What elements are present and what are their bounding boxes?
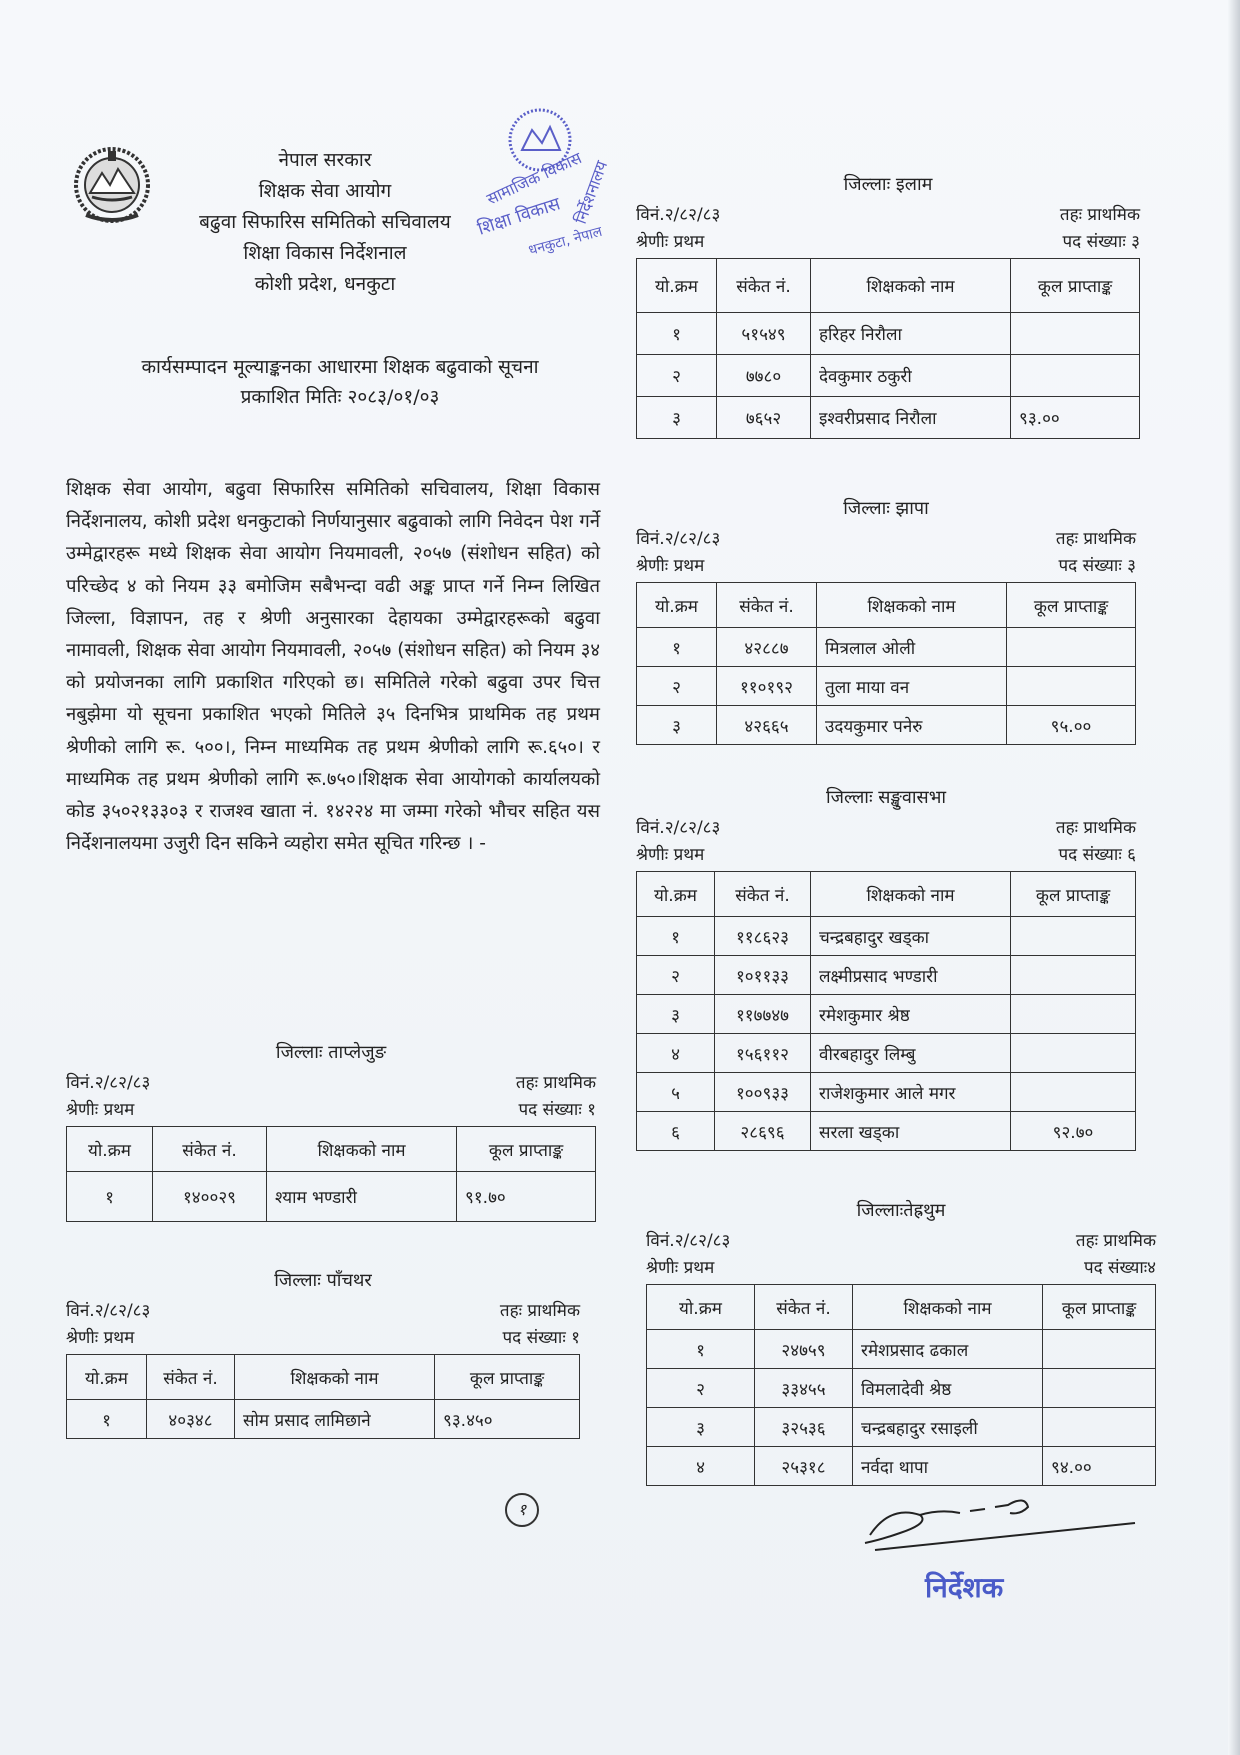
table-row [67, 1400, 580, 1439]
letterhead-line-directorate: शिक्षा विकास निर्देशनाल [243, 242, 407, 264]
district-name: जिल्लाः पाँचथर [274, 1270, 372, 1291]
cell-total-marks [1011, 917, 1136, 956]
table-row [637, 397, 1140, 439]
cell-serial: १ [637, 628, 717, 667]
cell-total-marks [1011, 1073, 1136, 1112]
header-serial: यो.क्रम [647, 1285, 755, 1330]
candidate-table [636, 258, 1140, 439]
cell-teacher-name: वीरबहादुर लिम्बु [811, 1034, 1011, 1073]
letterhead-line-commission: शिक्षक सेवा आयोग [258, 180, 392, 202]
cell-total-marks [1043, 1330, 1156, 1369]
table-header-row [637, 872, 1136, 917]
header-total-marks: कूल प्राप्ताङ्क [1011, 259, 1140, 313]
cell-teacher-name: लक्ष्मीप्रसाद भण्डारी [811, 956, 1011, 995]
advertisement-number: विनं.२/८२/८३ [636, 205, 721, 225]
table-row [637, 995, 1136, 1034]
header-teacher-name: शिक्षकको नाम [853, 1285, 1043, 1330]
level: तहः प्राथमिक [499, 1301, 580, 1321]
header-total-marks: कूल प्राप्ताङ्क [435, 1355, 580, 1400]
cell-symbol-number: ७७८० [717, 355, 811, 397]
cell-symbol-number: २४७५९ [755, 1330, 853, 1369]
table-header-row [647, 1285, 1156, 1330]
cell-symbol-number: ३३४५५ [755, 1369, 853, 1408]
header-symbol-number: संकेत नं. [755, 1285, 853, 1330]
table-row [637, 667, 1136, 706]
district-name: जिल्लाःतेह्रथुम [856, 1200, 946, 1221]
scan-edge-shadow [1228, 0, 1240, 1755]
advertisement-number: विनं.२/८२/८३ [636, 529, 721, 549]
cell-total-marks: ९५.०० [1007, 706, 1136, 745]
header-total-marks: कूल प्राप्ताङ्क [457, 1127, 596, 1172]
cell-teacher-name: चन्द्रबहादुर खड्का [811, 917, 1011, 956]
letterhead [175, 145, 475, 300]
post-count: पद संख्याः १ [502, 1328, 580, 1348]
district-block-sankhuwasabha [636, 785, 1136, 1151]
header-total-marks: कूल प्राप्ताङ्क [1043, 1285, 1156, 1330]
cell-symbol-number: ५१५४९ [717, 313, 811, 355]
header-teacher-name: शिक्षकको नाम [811, 872, 1011, 917]
cell-total-marks [1011, 355, 1140, 397]
cell-teacher-name: हरिहर निरौला [811, 313, 1011, 355]
header-teacher-name: शिक्षकको नाम [817, 583, 1007, 628]
page-number: १ [505, 1493, 539, 1527]
cell-serial: १ [647, 1330, 755, 1369]
cell-total-marks [1007, 667, 1136, 706]
cell-teacher-name: मित्रलाल ओली [817, 628, 1007, 667]
cell-total-marks: ९१.७० [457, 1172, 596, 1222]
table-row [647, 1408, 1156, 1447]
cell-total-marks: ९३.०० [1011, 397, 1140, 439]
office-seal-stamp-icon [470, 95, 640, 265]
header-teacher-name: शिक्षकको नाम [267, 1127, 457, 1172]
cell-serial: ४ [647, 1447, 755, 1486]
grade: श्रेणीः प्रथम [646, 1258, 715, 1278]
cell-serial: ४ [637, 1034, 715, 1073]
post-count: पद संख्याः १ [518, 1100, 596, 1120]
cell-serial: २ [637, 355, 717, 397]
table-header-row [67, 1127, 596, 1172]
header-serial: यो.क्रम [67, 1127, 153, 1172]
table-row [637, 1073, 1136, 1112]
cell-serial: ३ [637, 995, 715, 1034]
cell-teacher-name: नर्वदा थापा [853, 1447, 1043, 1486]
post-count: पद संख्याः४ [1083, 1258, 1156, 1278]
advertisement-number: विनं.२/८२/८३ [646, 1231, 731, 1251]
letterhead-line-secretariat: बढुवा सिफारिस समितिको सचिवालय [199, 211, 451, 233]
cell-total-marks [1011, 995, 1136, 1034]
cell-total-marks: ९४.०० [1043, 1447, 1156, 1486]
cell-symbol-number: १००९३३ [715, 1073, 811, 1112]
candidate-table [636, 871, 1136, 1151]
level: तहः प्राथमिक [1055, 529, 1136, 549]
post-count: पद संख्याः ३ [1062, 232, 1140, 252]
table-header-row [637, 259, 1140, 313]
post-count: पद संख्याः ६ [1058, 845, 1136, 865]
table-row [637, 1034, 1136, 1073]
district-block-taplejung [66, 1040, 596, 1222]
signature-title: निर्देशक [925, 1571, 1004, 1604]
cell-teacher-name: इश्वरीप्रसाद निरौला [811, 397, 1011, 439]
district-name: जिल्लाः झापा [843, 498, 929, 519]
cell-symbol-number: ४२८८७ [717, 628, 817, 667]
grade: श्रेणीः प्रथम [66, 1100, 135, 1120]
cell-teacher-name: राजेशकुमार आले मगर [811, 1073, 1011, 1112]
header-symbol-number: संकेत नं. [717, 583, 817, 628]
candidate-table [66, 1126, 596, 1222]
table-row [637, 956, 1136, 995]
letterhead-line-government: नेपाल सरकार [278, 149, 372, 171]
cell-serial: १ [67, 1400, 147, 1439]
post-count: पद संख्याः ३ [1058, 556, 1136, 576]
district-block-terhathum [646, 1198, 1156, 1486]
table-row [637, 313, 1140, 355]
level: तहः प्राथमिक [1059, 205, 1140, 225]
cell-serial: २ [637, 956, 715, 995]
cell-total-marks [1007, 628, 1136, 667]
table-row [647, 1447, 1156, 1486]
cell-total-marks [1011, 1034, 1136, 1073]
candidate-table [66, 1354, 580, 1439]
header-teacher-name: शिक्षकको नाम [235, 1355, 435, 1400]
header-total-marks: कूल प्राप्ताङ्क [1007, 583, 1136, 628]
header-symbol-number: संकेत नं. [715, 872, 811, 917]
grade: श्रेणीः प्रथम [636, 556, 705, 576]
candidate-table [646, 1284, 1156, 1486]
letterhead-line-address: कोशी प्रदेश, धनकुटा [254, 273, 396, 295]
cell-symbol-number: ४०३४८ [147, 1400, 235, 1439]
table-row [637, 355, 1140, 397]
cell-total-marks [1043, 1369, 1156, 1408]
header-serial: यो.क्रम [637, 583, 717, 628]
cell-teacher-name: रमेशप्रसाद ढकाल [853, 1330, 1043, 1369]
cell-total-marks [1011, 956, 1136, 995]
level: तहः प्राथमिक [515, 1073, 596, 1093]
cell-serial: ३ [637, 397, 717, 439]
district-block-jhapa [636, 496, 1136, 745]
table-row [647, 1369, 1156, 1408]
district-name: जिल्लाः इलाम [843, 174, 933, 195]
notice-title [60, 352, 620, 412]
cell-teacher-name: सोम प्रसाद लामिछाने [235, 1400, 435, 1439]
cell-teacher-name: देवकुमार ठकुरी [811, 355, 1011, 397]
district-block-ilam [636, 172, 1140, 439]
cell-symbol-number: २५३१८ [755, 1447, 853, 1486]
header-symbol-number: संकेत नं. [147, 1355, 235, 1400]
cell-symbol-number: १५६११२ [715, 1034, 811, 1073]
cell-total-marks: ९२.७० [1011, 1112, 1136, 1151]
grade: श्रेणीः प्रथम [636, 845, 705, 865]
cell-serial: २ [647, 1369, 755, 1408]
level: तहः प्राथमिक [1055, 818, 1136, 838]
table-row [637, 706, 1136, 745]
notice-body: शिक्षक सेवा आयोग, बढुवा सिफारिस समितिको सचिवालय, शिक्षा विकास निर्देशनालय, कोशी प्रदेश धनकुटाको निर्णयानुसार बढुवाको लागि निवेदन पेश गर्ने उम्मेद्वारहरू मध्ये शिक्षक सेवा आयोग नियमावली, २०५७ (संशोधन सहित) को परिच्छेद ४ को नियम ३३ बमोजिम सबैभन्दा वढी अङ्क प्राप्त गर्ने निम्न लिखित जिल्ला, विज्ञापन, तह र श्रेणी अनुसारका देहायका उम्मेद्वारहरूको बढुवा नामावली, शिक्षक सेवा आयोग नियमावली, २०५७ (संशोधन सहित) को नियम ३४ को प्रयोजनका लागि प्रकाशित गरिएको छ। समितिले गरेको बढुवा उपर चित्त नबुझेमा यो सूचना प्रकाशित भएको मितिले ३५ दिनभित्र प्राथमिक तह प्रथम श्रेणीको लागि रू. ५००।, निम्न माध्यमिक तह प्रथम श्रेणीको लागि रू.६५०। र माध्यमिक तह प्रथम श्रेणीको लागि रू.७५०।शिक्षक सेवा आयोगको कार्यालयको कोड ३५०२१३३०३ र राजश्व खाता नं. १४२२४ मा जम्मा गरेको भौचर सहित यस निर्देशनालयमा उजुरी दिन सकिने व्यहोरा समेत सूचित गरिन्छ । - [66, 479, 600, 855]
cell-total-marks [1043, 1408, 1156, 1447]
cell-serial: ६ [637, 1112, 715, 1151]
cell-teacher-name: श्याम भण्डारी [267, 1172, 457, 1222]
cell-symbol-number: १०११३३ [715, 956, 811, 995]
notice-heading: कार्यसम्पादन मूल्याङ्कनका आधारमा शिक्षक बढुवाको सूचना [141, 356, 539, 378]
cell-serial: १ [637, 917, 715, 956]
advertisement-number: विनं.२/८२/८३ [66, 1301, 151, 1321]
cell-symbol-number: ३२५३६ [755, 1408, 853, 1447]
table-row [67, 1172, 596, 1222]
cell-symbol-number: २८६९६ [715, 1112, 811, 1151]
header-serial: यो.क्रम [637, 872, 715, 917]
header-total-marks: कूल प्राप्ताङ्क [1011, 872, 1136, 917]
cell-serial: १ [637, 313, 717, 355]
cell-total-marks: ९३.४५० [435, 1400, 580, 1439]
table-header-row [67, 1355, 580, 1400]
svg-text:शिक्षा विकास: शिक्षा विकास [475, 193, 563, 240]
nepal-government-emblem-icon [72, 145, 152, 225]
cell-serial: ३ [647, 1408, 755, 1447]
svg-text:सामाजिक विकास: सामाजिक विकास [483, 148, 585, 209]
grade: श्रेणीः प्रथम [66, 1328, 135, 1348]
cell-symbol-number: ११८६२३ [715, 917, 811, 956]
cell-total-marks [1011, 313, 1140, 355]
cell-symbol-number: १४००२९ [153, 1172, 267, 1222]
header-serial: यो.क्रम [67, 1355, 147, 1400]
table-row [637, 917, 1136, 956]
header-serial: यो.क्रम [637, 259, 717, 313]
header-teacher-name: शिक्षकको नाम [811, 259, 1011, 313]
svg-text:धनकुटा, नेपाल: धनकुटा, नेपाल [526, 223, 605, 259]
cell-serial: ५ [637, 1073, 715, 1112]
cell-symbol-number: ४२६६५ [717, 706, 817, 745]
cell-symbol-number: ११०१९२ [717, 667, 817, 706]
table-row [637, 628, 1136, 667]
cell-teacher-name: चन्द्रबहादुर रसाइली [853, 1408, 1043, 1447]
cell-serial: ३ [637, 706, 717, 745]
cell-teacher-name: तुला माया वन [817, 667, 1007, 706]
cell-symbol-number: ११७७४७ [715, 995, 811, 1034]
cell-serial: १ [67, 1172, 153, 1222]
cell-teacher-name: सरला खड्का [811, 1112, 1011, 1151]
cell-symbol-number: ७६५२ [717, 397, 811, 439]
candidate-table [636, 582, 1136, 745]
district-name: जिल्लाः ताप्लेजुङ [275, 1042, 387, 1063]
svg-text:निर्देशनालय: निर्देशनालय [570, 158, 612, 227]
level: तहः प्राथमिक [1075, 1231, 1156, 1251]
advertisement-number: विनं.२/८२/८३ [66, 1073, 151, 1093]
header-symbol-number: संकेत नं. [153, 1127, 267, 1172]
published-date: प्रकाशित मितिः २०८३/०१/०३ [240, 386, 440, 408]
district-name: जिल्लाः सङ्खुवासभा [825, 787, 947, 808]
table-header-row [637, 583, 1136, 628]
cell-teacher-name: रमेशकुमार श्रेष्ठ [811, 995, 1011, 1034]
cell-teacher-name: विमलादेवी श्रेष्ठ [853, 1369, 1043, 1408]
table-row [637, 1112, 1136, 1151]
cell-teacher-name: उदयकुमार पनेरु [817, 706, 1007, 745]
advertisement-number: विनं.२/८२/८३ [636, 818, 721, 838]
cell-serial: २ [637, 667, 717, 706]
grade: श्रेणीः प्रथम [636, 232, 705, 252]
signature-icon [850, 1495, 1150, 1555]
table-row [647, 1330, 1156, 1369]
header-symbol-number: संकेत नं. [717, 259, 811, 313]
district-block-panchthar [66, 1268, 580, 1439]
